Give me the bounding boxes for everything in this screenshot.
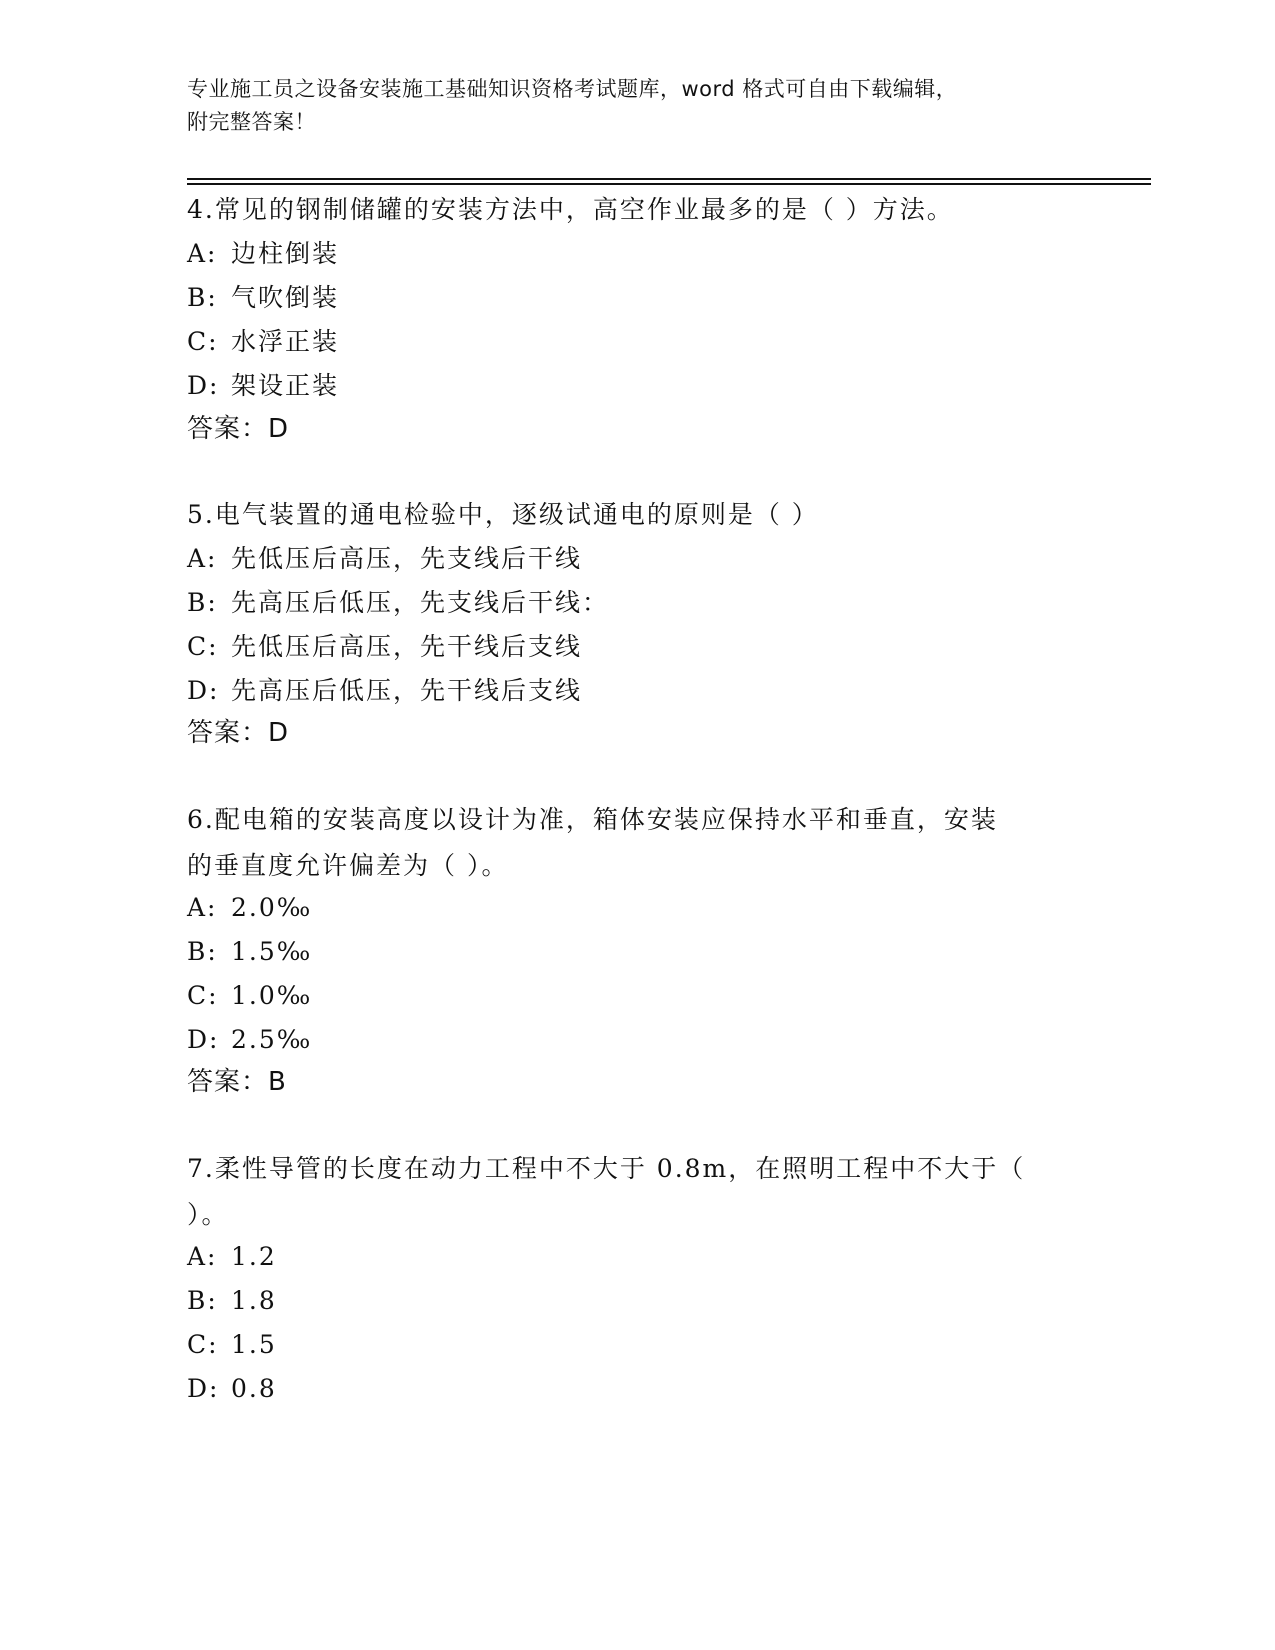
question-5-stem: 5.电气装置的通电检验中，逐级试通电的原则是（ ） bbox=[187, 500, 819, 529]
question-5-answer: 答案：D bbox=[187, 718, 290, 748]
question-4-option-d: D: 架设正装 bbox=[187, 371, 340, 400]
question-4-option-b: B: 气吹倒装 bbox=[187, 283, 340, 312]
question-5-option-b: B: 先高压后低压，先支线后干线： bbox=[187, 588, 610, 617]
question-6-option-a: A: 2.0‰ bbox=[187, 893, 313, 922]
header-line-1: 专业施工员之设备安装施工基础知识资格考试题库，word 格式可自由下载编辑， bbox=[187, 77, 958, 101]
question-4-option-c: C: 水浮正装 bbox=[187, 327, 340, 356]
question-7-option-a: A: 1.2 bbox=[187, 1242, 277, 1271]
question-5-option-c: C: 先低压后高压，先干线后支线 bbox=[187, 632, 583, 661]
question-4-answer: 答案：D bbox=[187, 414, 290, 444]
question-7-option-d: D: 0.8 bbox=[187, 1374, 277, 1403]
question-6-answer: 答案：B bbox=[187, 1067, 287, 1097]
question-7-stem: 7.柔性导管的长度在动力工程中不大于 0.8m，在照明工程中不大于（ ）。 bbox=[187, 1154, 1026, 1229]
question-7-option-c: C: 1.5 bbox=[187, 1330, 277, 1359]
question-4-option-a: A: 边柱倒装 bbox=[187, 239, 340, 268]
question-6-stem: 6.配电箱的安装高度以设计为准，箱体安装应保持水平和垂直，安装 的垂直度允许偏差为（ ）。 bbox=[187, 805, 998, 880]
question-4-stem: 4.常见的钢制储罐的安装方法中，高空作业最多的是（ ）方法。 bbox=[187, 195, 954, 224]
question-5-option-d: D: 先高压后低压，先干线后支线 bbox=[187, 676, 583, 705]
question-6-option-b: B: 1.5‰ bbox=[187, 937, 313, 966]
question-6-option-c: C: 1.0‰ bbox=[187, 981, 313, 1010]
document-header bbox=[187, 73, 1087, 139]
question-6-option-d: D: 2.5‰ bbox=[187, 1025, 313, 1054]
header-divider-bottom bbox=[187, 183, 1151, 185]
question-7-option-b: B: 1.8 bbox=[187, 1286, 277, 1315]
question-5-option-a: A: 先低压后高压，先支线后干线 bbox=[187, 544, 583, 573]
header-divider-top bbox=[187, 178, 1151, 180]
header-line-2: 附完整答案！ bbox=[187, 110, 316, 134]
